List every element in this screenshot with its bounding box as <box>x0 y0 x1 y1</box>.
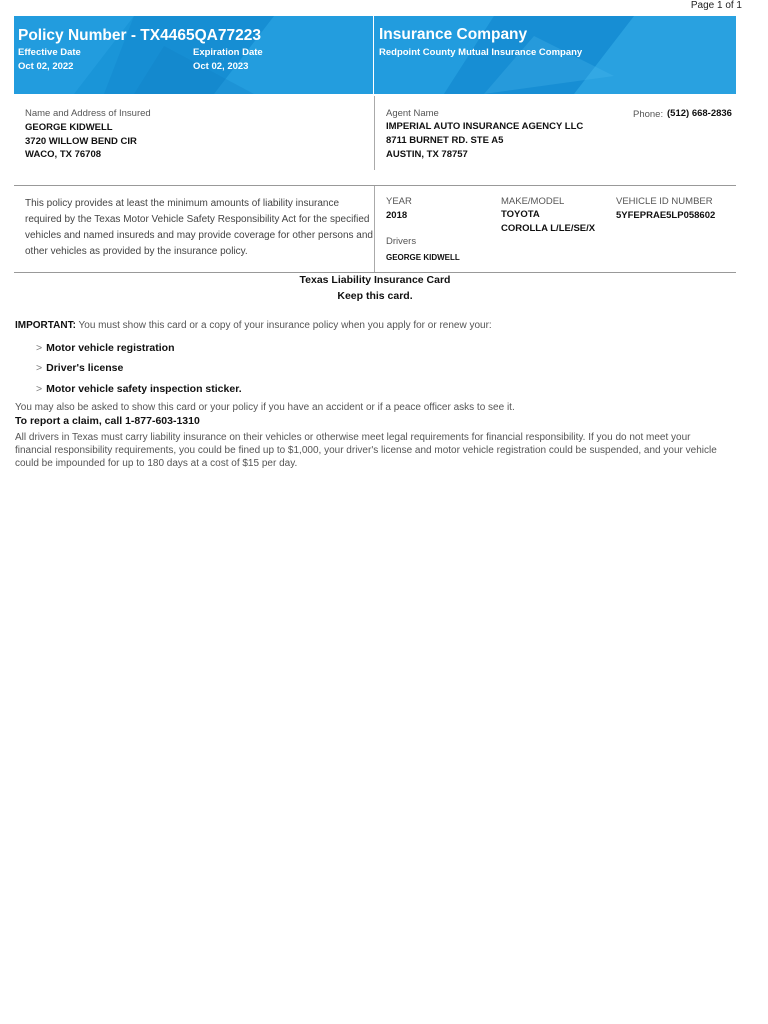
list-item <box>36 362 123 374</box>
list-item-label: Driver's license <box>46 362 124 374</box>
list-item-label: Motor vehicle registration <box>46 342 175 354</box>
chevron-right-icon: > <box>36 362 43 374</box>
vehicle-make: TOYOTA <box>501 209 540 220</box>
policy-header-banner <box>14 16 736 94</box>
effective-date: Oct 02, 2022 <box>18 61 74 72</box>
section-separator-2 <box>14 272 736 273</box>
section-separator-1 <box>14 185 736 186</box>
banner-divider <box>373 16 374 94</box>
chevron-right-icon: > <box>36 342 43 354</box>
vehicle-year: 2018 <box>386 210 408 221</box>
make-model-label: MAKE/MODEL <box>501 196 565 207</box>
insured-label: Name and Address of Insured <box>25 108 151 119</box>
insured-address-line1: 3720 WILLOW BEND CIR <box>25 136 137 147</box>
card-title: Texas Liability Insurance Card <box>299 274 451 286</box>
claim-phone-notice: To report a claim, call 1-877-603-1310 <box>15 415 200 427</box>
list-item <box>36 383 242 395</box>
driver-name: GEORGE KIDWELL <box>386 253 460 262</box>
requirements-paragraph: All drivers in Texas must carry liability insurance on their vehicles or otherwise meet legal requirements for financial responsibility. If you do not meet your financial responsibility requirements, you could be fined up to $1,000, your driver's license and motor vehicle registration could be suspended, and your vehicle could be impounded for up to 180 days at a cost of $15 per day. <box>15 432 717 469</box>
insurance-company-name: Redpoint County Mutual Insurance Company <box>379 47 583 58</box>
phone-label: Phone: <box>633 109 664 120</box>
policy-number-title: Policy Number - TX4465QA77223 <box>18 27 261 44</box>
list-item <box>36 342 175 354</box>
insured-address-line2: WACO, TX 76708 <box>25 149 102 160</box>
vehicle-model: COROLLA L/LE/SE/X <box>501 223 596 234</box>
also-notice: You may also be asked to show this card or your policy if you have an accident or if a peace officer asks to see it. <box>15 402 515 413</box>
vin-label: VEHICLE ID NUMBER <box>616 196 713 207</box>
expiration-date: Oct 02, 2023 <box>193 61 249 72</box>
agent-label: Agent Name <box>386 108 439 119</box>
list-item-label: Motor vehicle safety inspection sticker. <box>46 383 242 395</box>
expiration-date-label: Expiration Date <box>193 47 263 58</box>
drivers-label: Drivers <box>386 236 417 247</box>
section-divider-mid <box>374 186 375 272</box>
insurance-company-title: Insurance Company <box>379 26 528 43</box>
agent-address-line1: 8711 BURNET RD. STE A5 <box>386 135 504 146</box>
insured-name: GEORGE KIDWELL <box>25 122 113 133</box>
vehicle-vin: 5YFEPRAE5LP058602 <box>616 210 716 221</box>
section-divider-top <box>374 96 375 170</box>
agent-phone: (512) 668-2836 <box>667 108 732 119</box>
year-label: YEAR <box>386 196 412 207</box>
chevron-right-icon: > <box>36 383 43 395</box>
card-subtitle: Keep this card. <box>337 290 413 302</box>
important-notice <box>15 320 492 331</box>
important-lead: IMPORTANT: <box>15 320 76 331</box>
important-text: You must show this card or a copy of your insurance policy when you apply for or renew your: <box>78 320 492 331</box>
effective-date-label: Effective Date <box>18 47 81 58</box>
agent-address-line2: AUSTIN, TX 78757 <box>386 149 468 160</box>
agent-name: IMPERIAL AUTO INSURANCE AGENCY LLC <box>386 121 584 132</box>
coverage-disclaimer: This policy provides at least the minimum amounts of liability insurance required by the Texas Motor Vehicle Safety Responsibility Act for the specified vehicles and named insureds and may provide coverage for other persons and other vehicles as provided by the insurance policy. <box>25 198 373 257</box>
page-number: Page 1 of 1 <box>690 0 742 11</box>
